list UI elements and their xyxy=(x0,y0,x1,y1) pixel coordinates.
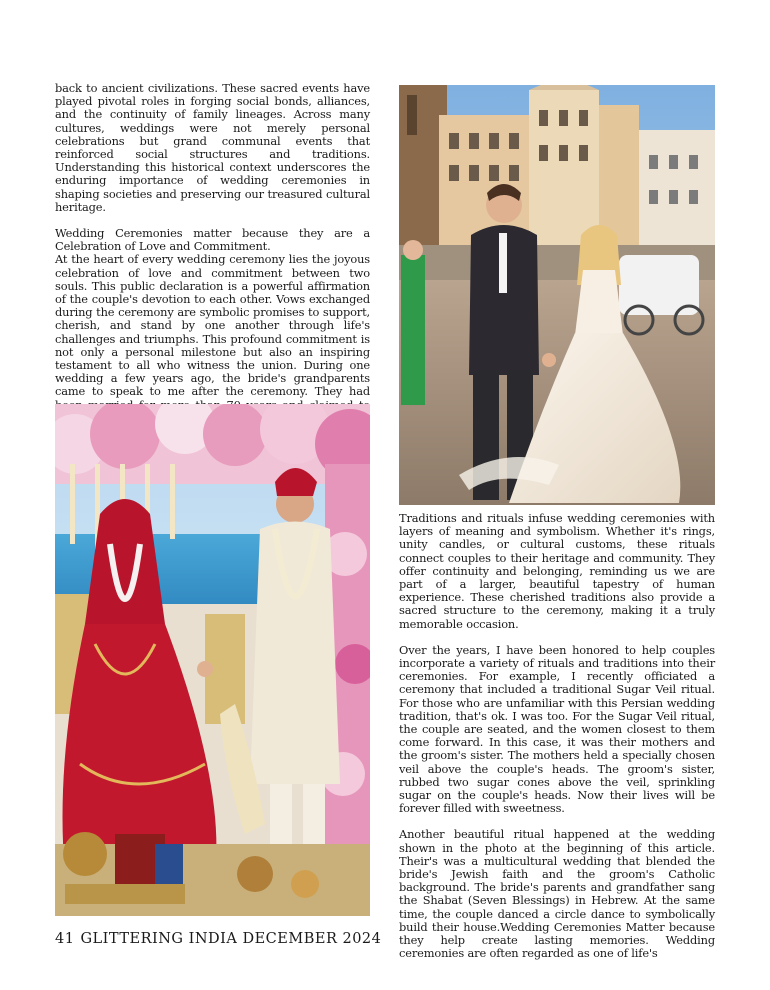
publication-name: GLITTERING INDIA DECEMBER 2024 xyxy=(80,931,382,947)
article-paragraph: At the heart of every wedding ceremony lies the joyous celebration of love and commitment between two souls. This public declaration is a powerful affirmation of the couple's devotion to each other. Vows exchanged during the ceremony are symbolic promises to support, cherish, and stand by one another through life's challenges and triumphs. This profound commitment is not only a personal milestone but also an inspiring testament to all who witness the union. During one wedding a few years ago, the bride's grandparents came to speak to me after the ceremony. They had xyxy=(55,252,370,399)
wedding-couple-photo xyxy=(399,85,715,505)
article-paragraph: Over the years, I have been honored to help couples incorporate a variety of rituals and traditions into their ceremonies. For example, I recently officiated a ceremony that included a traditional Sugar Veil ritual. For those who are unfamiliar with this Persian wedding tradition, that's ok. I was too. For the Sugar Veil ritual, the couple are seated, and the women closest to them come forward. In this case, it was their mothers and the groom's sister. The mothers held a specially chosen veil above the couple's heads. The groom's sister, rubbed two sugar cones above the veil, sprinkling sugar on the couple's heads. Now their lives will be forever filled with sweetness. xyxy=(399,642,715,816)
article-paragraph: back to ancient civilizations. These sacred events have played pivotal roles in forging social bonds, alliances, and the continuity of family lineages. Across many cultures, weddings were not merely personal celebrations but grand communal events that reinforced social structures and traditions. Understanding this historical context underscores the enduring importance of wedding ceremonies in shaping societies and preserving our treasured cultural heritage. xyxy=(55,81,370,214)
indian-wedding-photo xyxy=(55,404,370,916)
article-paragraph: Another beautiful ritual happened at the wedding shown in the photo at the beginning of this article. Their's was a multicultural wedding that blended the bride's Jewish faith and the groom's Catholic background. The bride's parents and grandfather sang the Shabat (Seven Blessings) in Hebrew. At the same time, the couple danced a circle dance to symbolically build their house.Wedding Ceremonies Matter because they help create lasting memories. Wedding ceremonies are often regarded as one of life's xyxy=(399,827,715,961)
article-paragraph: Traditions and rituals infuse wedding ceremonies with layers of meaning and symbolism. Whether it's rings, unity candles, or cultural customs, these rituals connect couples to their heritage and community. They offer continuity and belonging, reminding us we are part of a larger, beautiful tapestry of human experience. These cherished traditions also provide a sacred structure to the ceremony, making it a truly memorable occasion. xyxy=(399,511,715,631)
article-paragraph: Wedding Ceremonies matter because they are a Celebration of Love and Commitment. xyxy=(55,226,370,254)
page-number: 41 xyxy=(55,931,75,947)
right-article-column xyxy=(399,512,715,961)
page-footer xyxy=(55,931,387,947)
